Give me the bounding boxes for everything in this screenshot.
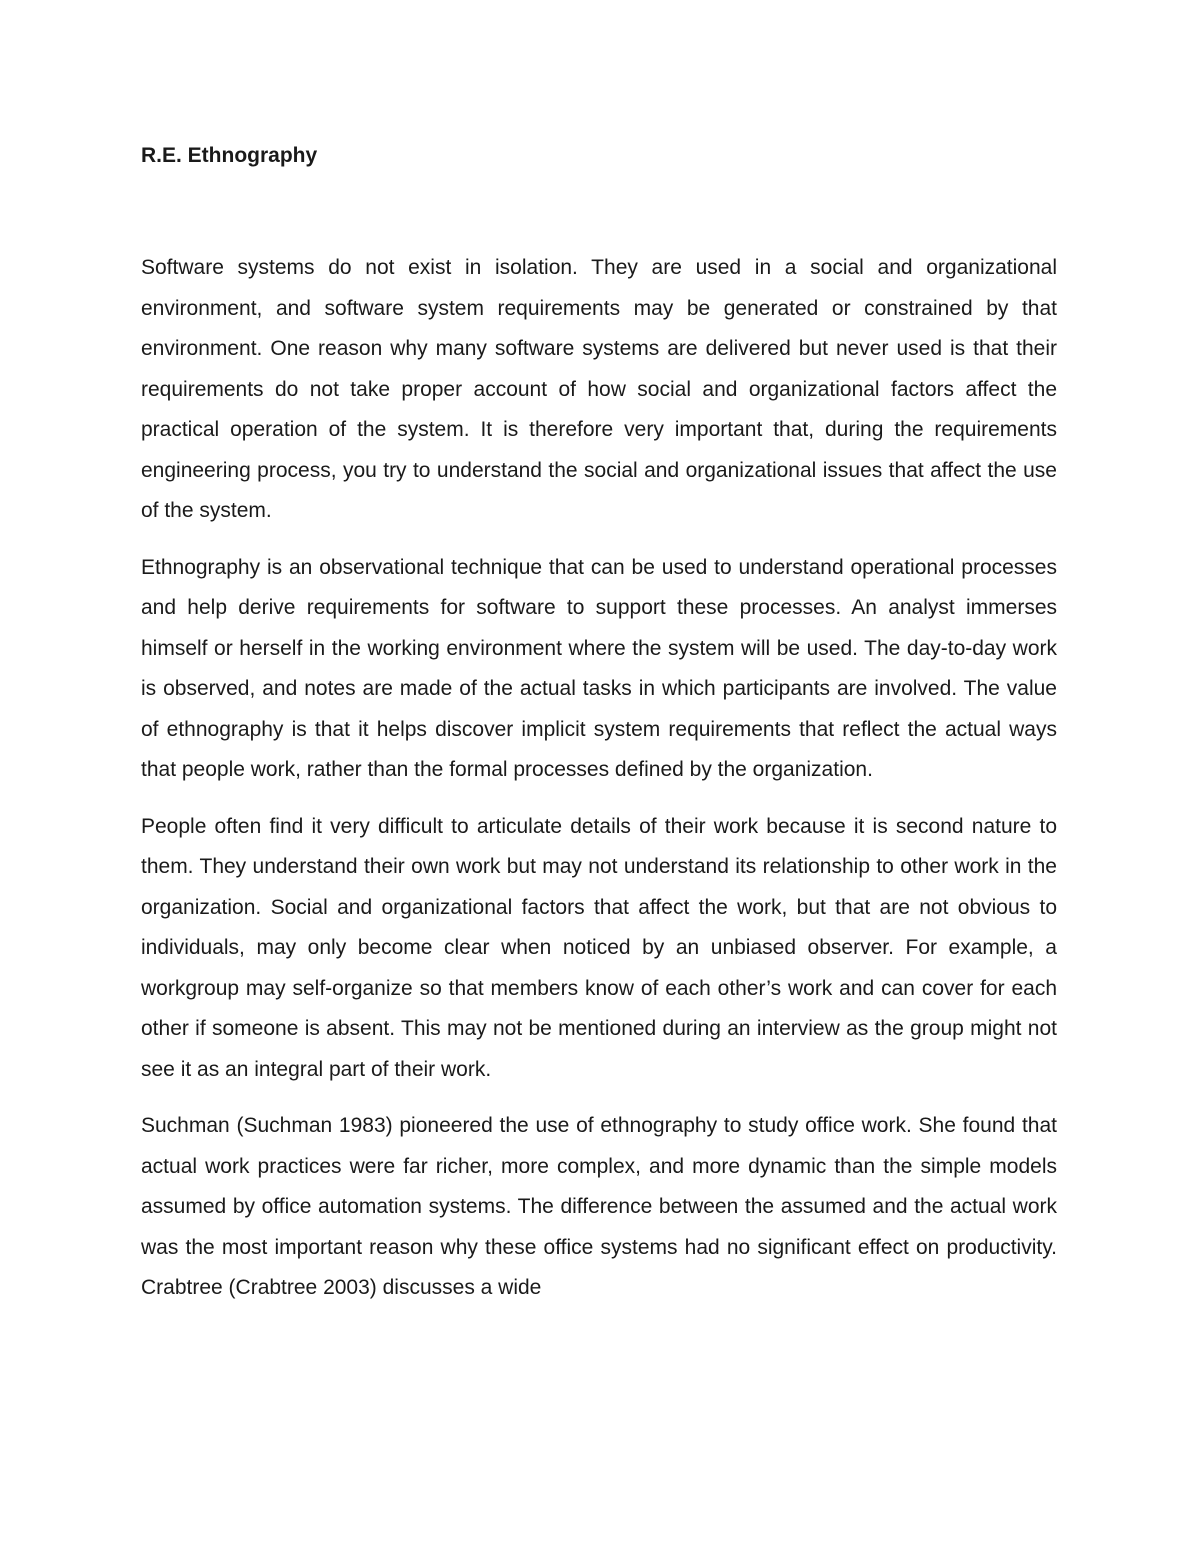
paragraph-4: Suchman (Suchman 1983) pioneered the use of ethnography to study office work. She found that actual work practices were far richer, more complex, and more dynamic than the simple models assumed by office automation systems. The difference between the assumed and the actual work was the most important reason why these office systems had no significant effect on productivity. Crabtree (Crabtree 2003) discusses a wide <box>141 1114 1057 1299</box>
paragraph-1: Software systems do not exist in isolation. They are used in a social and organizational environment, and software system requirements may be generated or constrained by that environment. One reason why many software systems are delivered but never used is that their requirements do not take proper account of how social and organizational factors affect the practical operation of the system. It is therefore very important that, during the requirements engineering process, you try to understand the social and organizational issues that affect the use of the system. <box>141 256 1057 522</box>
paragraph-3: People often find it very difficult to articulate details of their work because it is second nature to them. They understand their own work but may not understand its relationship to other work in the organization. Social and organizational factors that affect the work, but that are not obvious to individuals, may only become clear when noticed by an unbiased observer. For example, a workgroup may self-organize so that members know of each other’s work and can cover for each other if someone is absent. This may not be mentioned during an interview as the group might not see it as an integral part of their work. <box>141 814 1057 1081</box>
document-body <box>141 138 1057 1309</box>
paragraph-2: Ethnography is an observational technique that can be used to understand operational processes and help derive requirements for software to support these processes. An analyst immerses himself or herself in the working environment where the system will be used. The day-to-day work is observed, and notes are made of the actual tasks in which participants are involved. The value of ethnography is that it helps discover implicit system requirements that reflect the actual ways that people work, rather than the formal processes defined by the organization. <box>141 555 1057 781</box>
document-title: R.E. Ethnography <box>141 144 318 167</box>
